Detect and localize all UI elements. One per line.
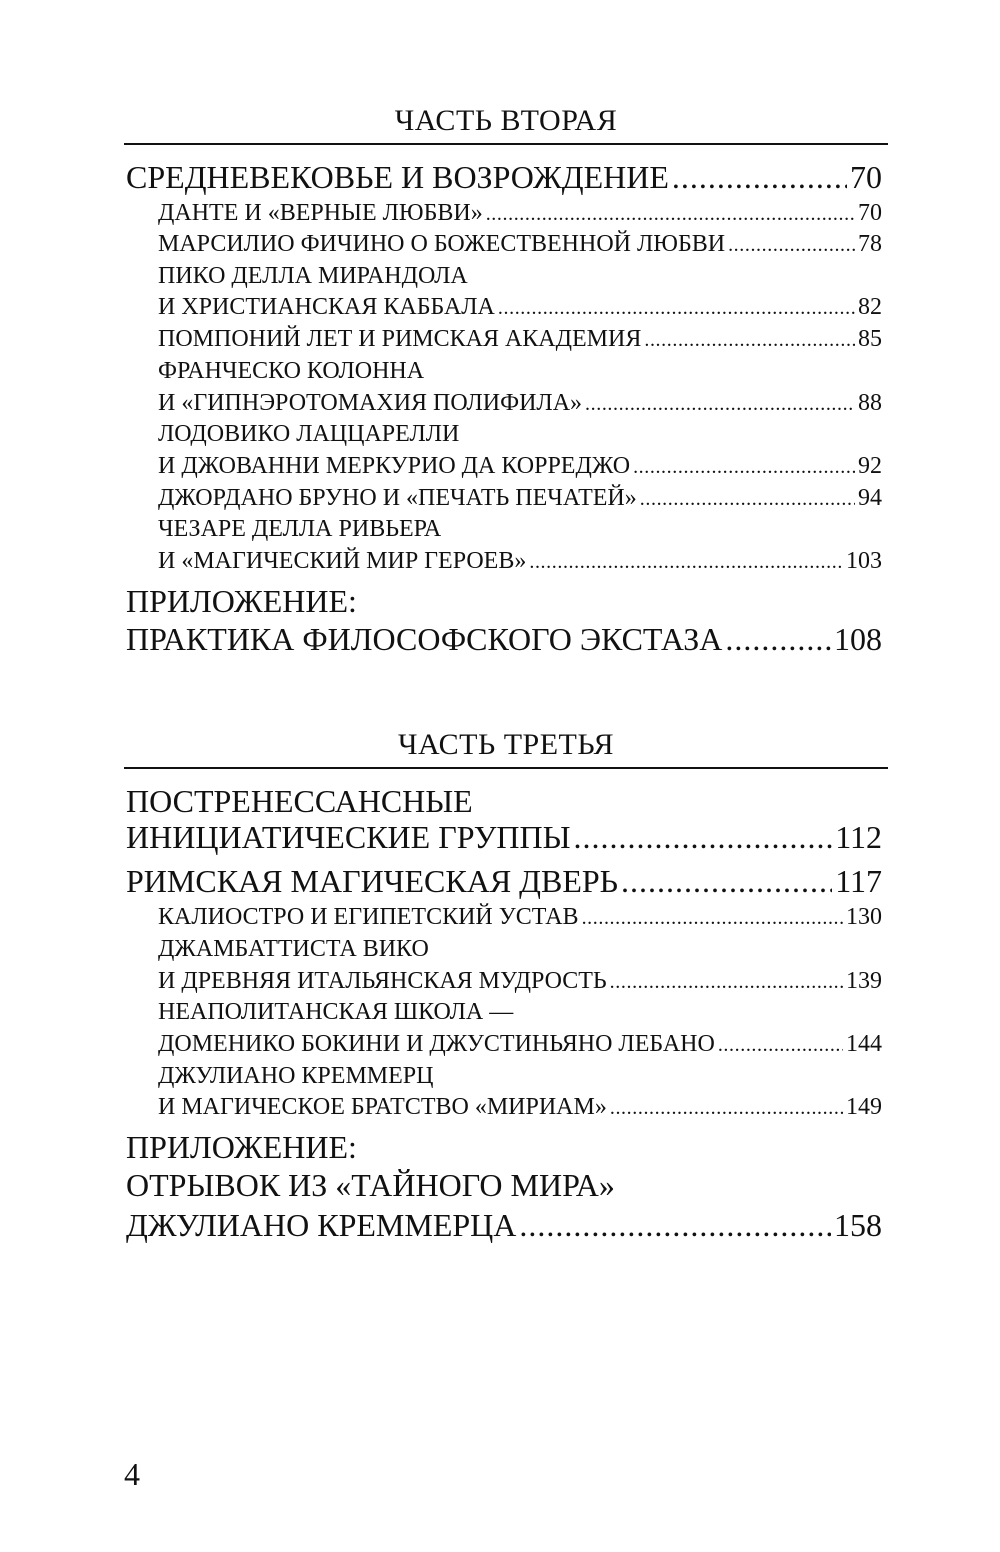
dot-leader bbox=[621, 862, 832, 900]
toc-entry-title: МАРСИЛИО ФИЧИНО О БОЖЕСТВЕННОЙ ЛЮБВИ bbox=[158, 231, 726, 257]
dot-leader bbox=[640, 484, 855, 514]
toc-entry-roman-magic-door[interactable] bbox=[126, 862, 882, 900]
part-three-heading: ЧАСТЬ ТРЕТЬЯ bbox=[397, 728, 615, 761]
toc-entry-title: ПОМПОНИЙ ЛЕТ И РИМСКАЯ АКАДЕМИЯ bbox=[158, 326, 642, 352]
dot-leader bbox=[610, 967, 843, 997]
toc-entry-title-line: ЧЕЗАРЕ ДЕЛЛА РИВЬЕРА bbox=[158, 516, 442, 542]
toc-entry-neapolitan[interactable] bbox=[158, 1029, 882, 1060]
toc-entry-page: 112 bbox=[835, 819, 882, 855]
toc-appendix-label bbox=[126, 582, 882, 620]
toc-entry-page: 139 bbox=[846, 968, 882, 994]
toc-entry-title: И «ГИПНЭРОТОМАХИЯ ПОЛИФИЛА» bbox=[158, 390, 583, 416]
toc-entry-page: 88 bbox=[858, 390, 882, 416]
toc-entry-vico-line1 bbox=[158, 934, 882, 964]
toc-entry-page: 144 bbox=[846, 1031, 882, 1057]
toc-entry-title-line: НЕАПОЛИТАНСКАЯ ШКОЛА — bbox=[158, 999, 514, 1025]
toc-entry-ficino[interactable] bbox=[158, 229, 882, 260]
toc-entry-della-riviera[interactable] bbox=[158, 546, 882, 577]
toc-entry-title-line: ФРАНЧЕСКО КОЛОННА bbox=[158, 358, 425, 384]
dot-leader bbox=[672, 158, 847, 196]
dot-leader bbox=[718, 1030, 843, 1060]
toc-entry-pico[interactable] bbox=[158, 292, 882, 323]
toc-entry-vico[interactable] bbox=[158, 966, 882, 997]
toc-entry-postrenaissance-line1 bbox=[126, 782, 882, 820]
toc-entry-page: 149 bbox=[846, 1094, 882, 1120]
toc-entry-page: 70 bbox=[858, 200, 882, 226]
dot-leader bbox=[725, 620, 831, 658]
toc-entry-dante[interactable] bbox=[158, 198, 882, 229]
part-two-heading: ЧАСТЬ ВТОРАЯ bbox=[394, 104, 618, 137]
dot-leader bbox=[633, 452, 855, 482]
toc-entry-pico-line1 bbox=[158, 261, 882, 291]
toc-entry-colonna[interactable] bbox=[158, 388, 882, 419]
dot-leader bbox=[728, 230, 855, 260]
toc-entry-neapolitan-line1 bbox=[158, 997, 882, 1027]
toc-entry-title-line: ПРИЛОЖЕНИЕ: bbox=[126, 583, 357, 619]
toc-entry-bruno[interactable] bbox=[158, 483, 882, 514]
toc-entry-postrenaissance[interactable] bbox=[126, 818, 882, 856]
toc-entry-lazzarelli[interactable] bbox=[158, 451, 882, 482]
toc-entry-title: И «МАГИЧЕСКИЙ МИР ГЕРОЕВ» bbox=[158, 548, 527, 574]
toc-entry-secret-world[interactable] bbox=[126, 1206, 882, 1244]
toc-entry-title: СРЕДНЕВЕКОВЬЕ И ВОЗРОЖДЕНИЕ bbox=[126, 159, 669, 195]
toc-appendix-label-2 bbox=[126, 1128, 882, 1166]
toc-entry-title: ДОМЕНИКО БОКИНИ И ДЖУСТИНЬЯНО ЛЕБАНО bbox=[158, 1031, 715, 1057]
dot-leader bbox=[585, 389, 855, 419]
dot-leader bbox=[529, 547, 843, 577]
toc-entry-title-line: ЛОДОВИКО ЛАЦЦАРЕЛЛИ bbox=[158, 421, 460, 447]
toc-entry-title: ДЖУЛИАНО КРЕММЕРЦА bbox=[126, 1207, 517, 1243]
toc-entry-medieval-renaissance[interactable] bbox=[126, 158, 882, 196]
part-three-rule bbox=[124, 767, 888, 769]
dot-leader bbox=[610, 1093, 843, 1123]
toc-entry-pomponio[interactable] bbox=[158, 324, 882, 355]
toc-entry-title: И ДЖОВАННИ МЕРКУРИО ДА КОРРЕДЖО bbox=[158, 453, 631, 479]
part-two-rule bbox=[124, 143, 888, 145]
toc-entry-title-line: ОТРЫВОК ИЗ «ТАЙНОГО МИРА» bbox=[126, 1167, 615, 1203]
toc-entry-page: 117 bbox=[835, 863, 882, 899]
toc-entry-page: 78 bbox=[858, 231, 882, 257]
toc-entry-page: 94 bbox=[858, 485, 882, 511]
toc-entry-page: 85 bbox=[858, 326, 882, 352]
dot-leader bbox=[644, 325, 855, 355]
toc-entry-page: 158 bbox=[834, 1207, 882, 1243]
toc-entry-page: 92 bbox=[858, 453, 882, 479]
toc-entry-title: ДАНТЕ И «ВЕРНЫЕ ЛЮБВИ» bbox=[158, 200, 483, 226]
toc-entry-title-line: ПИКО ДЕЛЛА МИРАНДОЛА bbox=[158, 263, 468, 289]
toc-entry-title: КАЛИОСТРО И ЕГИПЕТСКИЙ УСТАВ bbox=[158, 904, 579, 930]
toc-entry-title-line: ДЖАМБАТТИСТА ВИКО bbox=[158, 936, 429, 962]
page-number: 4 bbox=[124, 1456, 140, 1492]
toc-entry-title-line: ПРИЛОЖЕНИЕ: bbox=[126, 1129, 357, 1165]
toc-entry-title: ПРАКТИКА ФИЛОСОФСКОГО ЭКСТАЗА bbox=[126, 621, 723, 657]
toc-entry-title: РИМСКАЯ МАГИЧЕСКАЯ ДВЕРЬ bbox=[126, 863, 619, 899]
toc-entry-page: 70 bbox=[850, 159, 882, 195]
toc-entry-page: 103 bbox=[846, 548, 882, 574]
toc-entry-title: И ДРЕВНЯЯ ИТАЛЬЯНСКАЯ МУДРОСТЬ bbox=[158, 968, 607, 994]
toc-entry-title: ДЖОРДАНО БРУНО И «ПЕЧАТЬ ПЕЧАТЕЙ» bbox=[158, 485, 637, 511]
toc-entry-page: 108 bbox=[834, 621, 882, 657]
dot-leader bbox=[498, 293, 855, 323]
toc-entry-cagliostro[interactable] bbox=[158, 902, 882, 933]
toc-entry-della-riviera-line1 bbox=[158, 514, 882, 544]
toc-entry-lazzarelli-line1 bbox=[158, 419, 882, 449]
toc-entry-kremmerz-line1 bbox=[158, 1061, 882, 1091]
toc-entry-title-line: ДЖУЛИАНО КРЕММЕРЦ bbox=[158, 1063, 434, 1089]
dot-leader bbox=[573, 818, 832, 856]
dot-leader bbox=[582, 903, 843, 933]
toc-entry-title: И МАГИЧЕСКОЕ БРАТСТВО «МИРИАМ» bbox=[158, 1094, 607, 1120]
toc-entry-colonna-line1 bbox=[158, 356, 882, 386]
dot-leader bbox=[486, 199, 855, 229]
toc-entry-philosophical-ecstasy[interactable] bbox=[126, 620, 882, 658]
toc-entry-page: 130 bbox=[846, 904, 882, 930]
toc-entry-title-line: ПОСТРЕНЕССАНСНЫЕ bbox=[126, 783, 473, 819]
toc-entry-page: 82 bbox=[858, 294, 882, 320]
dot-leader bbox=[519, 1206, 831, 1244]
toc-entry-kremmerz[interactable] bbox=[158, 1092, 882, 1123]
toc-appendix-line2 bbox=[126, 1166, 882, 1204]
toc-entry-title: И ХРИСТИАНСКАЯ КАББАЛА bbox=[158, 294, 495, 320]
toc-entry-title: ИНИЦИАТИЧЕСКИЕ ГРУППЫ bbox=[126, 819, 571, 855]
